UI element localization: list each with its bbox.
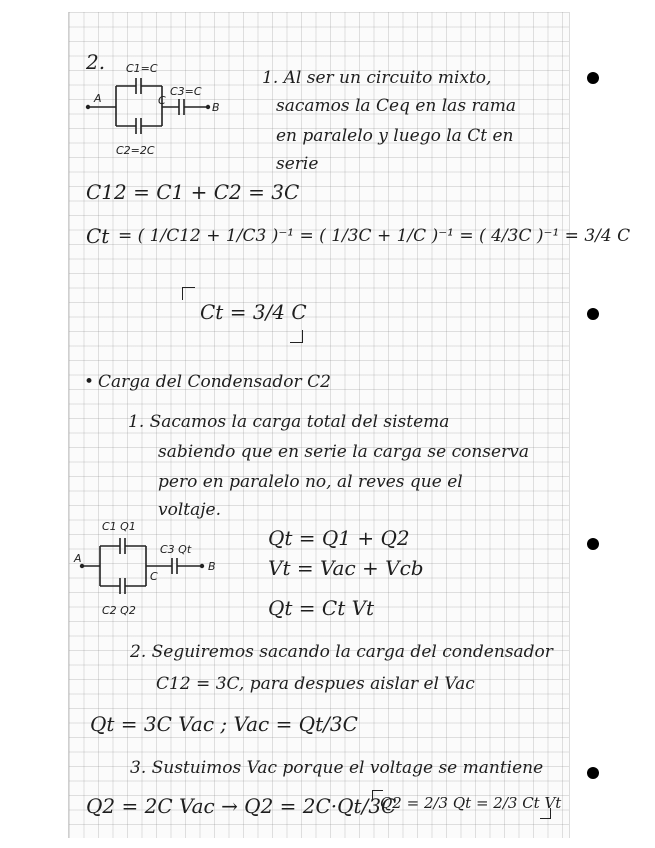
circuit-diagram-1 <box>86 62 220 157</box>
circuit1-node-c: C <box>158 94 166 107</box>
step2-equation: Qt = 3C Vac ; Vac = Qt/3C <box>90 712 358 736</box>
equation-ct-expression: = ( 1/C12 + 1/C3 )⁻¹ = ( 1/3C + 1/C )⁻¹ = ( 4/3C )⁻¹ = 3/4 C <box>118 226 631 246</box>
circuit1-node-b: B <box>212 101 220 114</box>
step3-line: 3. Sustuimos Vac porque el voltage se mantiene <box>130 758 544 778</box>
ct-box-corner-top <box>182 287 195 300</box>
binder-hole-4 <box>587 767 599 779</box>
circuit-diagram-2 <box>74 518 220 618</box>
step1-equation-qt-ctvt: Qt = Ct Vt <box>268 596 375 620</box>
circuit2-c2-label: C2 Q2 <box>102 604 136 617</box>
step1-line-1: 1. Sacamos la carga total del sistema <box>128 412 450 432</box>
intro-line-4: serie <box>276 154 319 174</box>
step2-line-2: C12 = 3C, para despues aislar el Vac <box>156 674 475 694</box>
ct-boxed-result: Ct = 3/4 C <box>200 300 307 324</box>
circuit2-node-a: A <box>74 552 82 565</box>
section-bullet: • <box>84 372 95 392</box>
problem-number: 2. <box>86 50 106 74</box>
circuit2-node-b: B <box>208 560 216 573</box>
circuit1-c1-label: C1=C <box>126 62 158 75</box>
circuit2-c1-label: C1 Q1 <box>102 520 136 533</box>
step1-line-4: voltaje. <box>158 500 221 520</box>
equation-ct-label: Ct <box>86 224 110 248</box>
step1-line-3: pero en paralelo no, al reves que el <box>158 472 463 492</box>
ct-box-corner-bottom <box>290 330 303 343</box>
circuit1-c3-label: C3=C <box>170 85 202 98</box>
circuit1-c2-label: C2=2C <box>116 144 155 157</box>
circuit2-node-c: C <box>150 570 158 583</box>
step2-line-1: 2. Seguiremos sacando la carga del condensador <box>130 642 553 662</box>
section-title: Carga del Condensador C2 <box>98 372 331 392</box>
step3-equation: Q2 = 2C Vac → Q2 = 2C·Qt/3C <box>86 794 397 818</box>
binder-hole-2 <box>587 308 599 320</box>
equation-c12: C12 = C1 + C2 = 3C <box>86 180 300 204</box>
binder-hole-1 <box>587 72 599 84</box>
circuit2-c3-label: C3 Qt <box>160 543 192 556</box>
intro-line-2: sacamos la Ceq en las rama <box>276 96 516 116</box>
step3-boxed-result: Q2 = 2/3 Qt = 2/3 Ct Vt <box>380 794 562 812</box>
circuit1-node-a: A <box>94 92 102 105</box>
intro-line-3: en paralelo y luego la Ct en <box>276 126 514 146</box>
step1-equation-qt: Qt = Q1 + Q2 <box>268 526 410 550</box>
step1-line-2: sabiendo que en serie la carga se conserva <box>158 442 529 462</box>
intro-line-1: 1. Al ser un circuito mixto, <box>262 68 492 88</box>
step1-equation-vt: Vt = Vac + Vcb <box>268 556 424 580</box>
binder-hole-3 <box>587 538 599 550</box>
